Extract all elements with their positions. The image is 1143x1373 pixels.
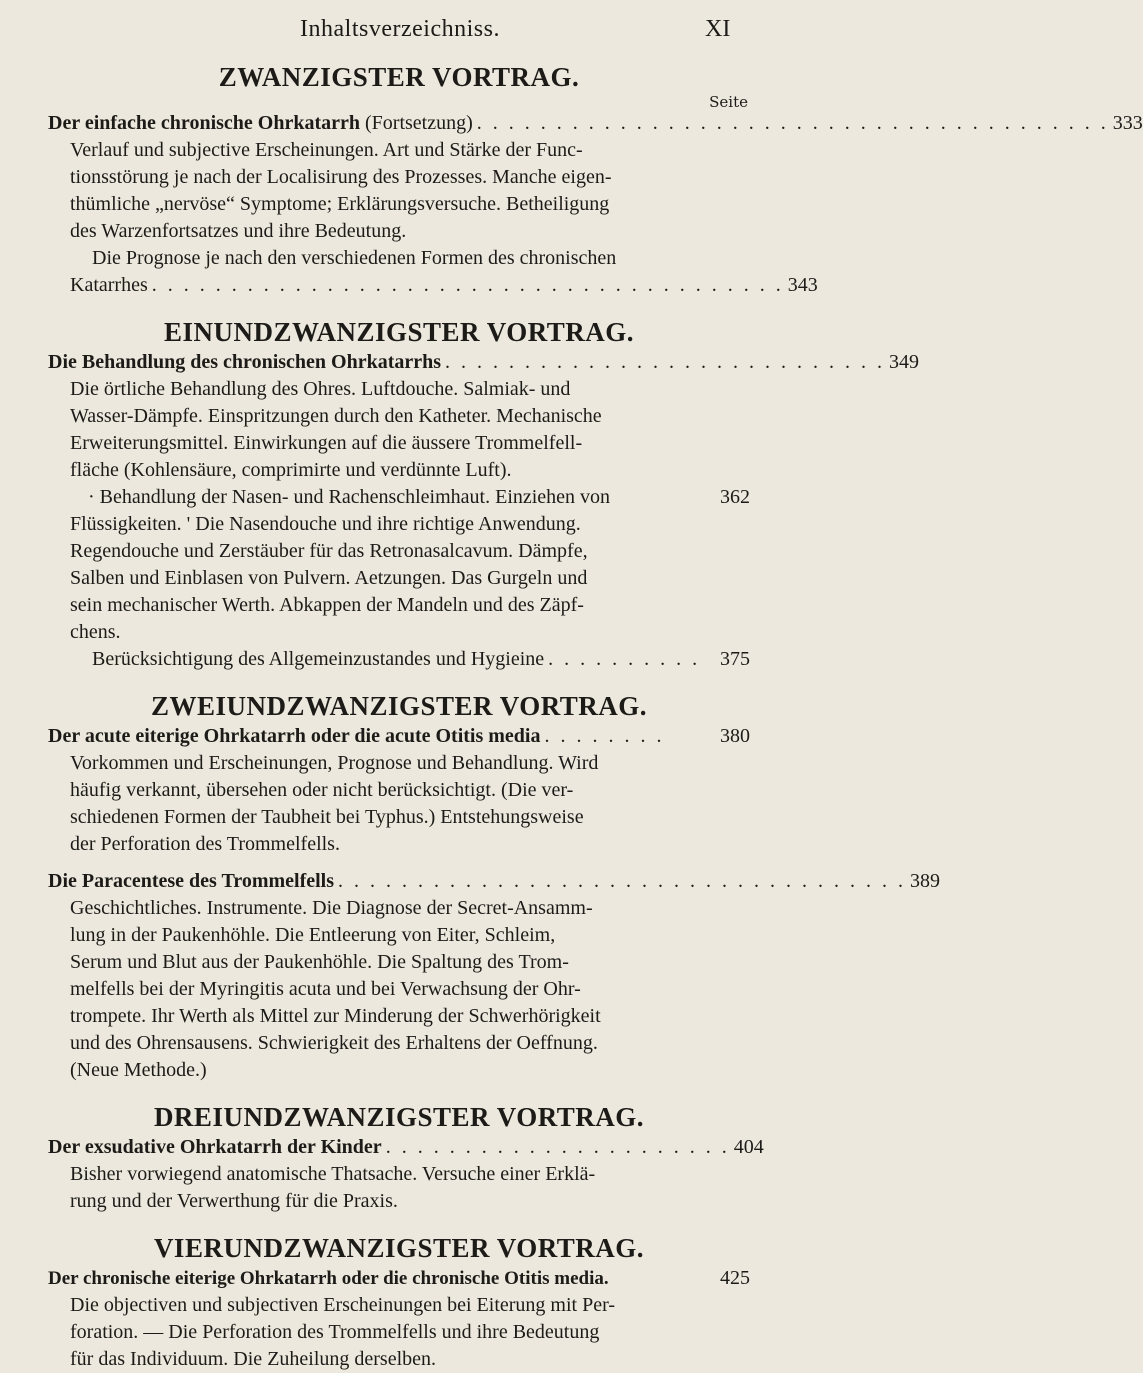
entry-description: 362 · Behandlung der Nasen- und Rachenschleimhaut. Einziehen von Flüssigkeiten. ' Die Nasendouche und ihre richtige Anwendung. Regendouche und Zerstäuber für das Retronasalcavum. Dämpfe, Salben und Einblasen von Pulvern. Aetzungen. Das Gurgeln und sein mechanischer Werth. Abkappen der Mandeln und des Zäpf- chens.: [70, 486, 750, 643]
toc-entry: [48, 349, 920, 376]
section-23: [48, 1100, 764, 1215]
running-head: [0, 16, 800, 46]
toc-entry: [48, 110, 1143, 137]
entry-rest: (Fortsetzung): [360, 112, 473, 134]
toc-entry: [48, 1265, 750, 1292]
entry-description: Die objectiven und subjectiven Erscheinungen bei Eiterung mit Per- foration. — Die Perforation des Trommelfells und ihre Bedeutung für das Individuum. Die Zuheilung derselben.: [70, 1294, 615, 1370]
entry-lead: Die Paracentese des Trommelfells: [48, 870, 335, 892]
entry-page: 404: [733, 1136, 764, 1158]
entry-page: 333: [1112, 112, 1143, 134]
entry-page: 349: [889, 351, 920, 373]
toc-entry: [48, 868, 941, 895]
section-24: [48, 1231, 750, 1373]
section-title: VIERUNDZWANZIGSTER VORTRAG.: [153, 1233, 645, 1263]
leader-dots: . . . . . . . . . . . . . . . . . . . . . . . . . . . . . . . . . . . .: [338, 870, 907, 892]
toc-entry: Katarrhes . . . . . . . . . . . . . . . . . . . . . . . . . . . . . . . . . . . . . . . . 343: [48, 272, 750, 299]
toc-entry: [48, 1134, 764, 1161]
toc-entry: [48, 723, 750, 750]
entry-page: 362: [720, 486, 750, 508]
section-title: ZWEIUNDZWANZIGSTER VORTRAG.: [150, 691, 648, 721]
seite-label: Seite: [709, 93, 748, 111]
entry-lead: Die Behandlung des chronischen Ohrkatarrhs: [48, 351, 442, 373]
leader-dots: . . . . . . . . . . . . . . . . . . . . . . . . . . . . . . . . . . . . . . . .: [476, 112, 1109, 134]
section-20: [48, 60, 1143, 299]
entry-page: 375: [720, 648, 750, 670]
entry-lead: Der einfache chronische Ohrkatarrh: [48, 112, 361, 134]
table-of-contents: [48, 60, 1143, 1373]
section-title: DREIUNDZWANZIGSTER VORTRAG.: [153, 1102, 645, 1132]
entry-description: Bisher vorwiegend anatomische Thatsache. Versuche einer Erklä- rung und der Verwerthung für die Praxis.: [70, 1163, 596, 1212]
entry-page: 389: [910, 870, 941, 892]
entry-description: Geschichtliches. Instrumente. Die Diagnose der Secret-Ansamm- lung in der Paukenhöhle. Die Entleerung von Eiter, Schleim, Serum und Blut aus der Paukenhöhle. Die Spaltung des Trom- melfells bei der Myringitis acuta und bei Verwachsung der Ohr- trompete. Ihr Werth als Mittel zur Minderung der Schwerhörigkeit und des Ohrensausens. Schwierigkeit des Erhaltens der Oeffnung. (Neue Methode.): [70, 897, 601, 1081]
leader-dots: . . . . . . . . . . . . . . . . . . . . . .: [385, 1136, 730, 1158]
entry-description: Verlauf und subjective Erscheinungen. Art und Stärke der Func- tionsstörung je nach der Localisirung des Prozesses. Manche eigen- thümliche „nervöse“ Symptome; Erklärungsversuche. Betheiligung des Warzenfortsatzes und ihre Bedeutung.: [70, 139, 612, 242]
entry-description: Die örtliche Behandlung des Ohres. Luftdouche. Salmiak- und Wasser-Dämpfe. Einspritzungen durch den Katheter. Mechanische Erweiterungsmittel. Einwirkungen auf die äussere Trommelfell- fläche (Kohlensäure, comprimirte und verdünnte Luft).: [70, 378, 602, 481]
toc-entry: Berücksichtigung des Allgemeinzustandes und Hygieine . . . . . . . . . . 375: [48, 646, 750, 673]
entry-lead: Der acute eiterige Ohrkatarrh oder die acute Otitis media: [48, 725, 541, 747]
page-number: XI: [705, 16, 731, 42]
section-title: ZWANZIGSTER VORTRAG.: [218, 62, 580, 92]
leader-dots: . . . . . . . . . . . . . . . . . . . . . . . . . . . . . . . . . . . . . . . .: [151, 274, 784, 296]
entry-lead: Der chronische eiterige Ohrkatarrh oder die chronische Otitis media.: [48, 1268, 609, 1289]
section-title: EINUNDZWANZIGSTER VORTRAG.: [163, 317, 635, 347]
entry-lead: Der exsudative Ohrkatarrh der Kinder: [48, 1136, 382, 1158]
running-title: Inhaltsverzeichniss.: [300, 16, 500, 42]
leader-dots: . . . . . . . . . .: [548, 648, 701, 670]
entry-description: Vorkommen und Erscheinungen, Prognose und Behandlung. Wird häufig verkannt, übersehen oder nicht berücksichtigt. (Die ver- schiedenen Formen der Taubheit bei Typhus.) Entstehungsweise der Perforation des Trommelfells.: [70, 752, 599, 855]
entry-page: 425: [720, 1267, 750, 1289]
entry-description: Die Prognose je nach den verschiedenen Formen des chronischen: [92, 247, 617, 269]
entry-page: 380: [720, 725, 750, 747]
leader-dots: . . . . . . . . . . . . . . . . . . . . . . . . . . . .: [445, 351, 886, 373]
section-21: [48, 315, 920, 673]
entry-page: 343: [787, 274, 818, 296]
section-22: [48, 689, 941, 1084]
leader-dots: . . . . . . . .: [544, 725, 665, 747]
